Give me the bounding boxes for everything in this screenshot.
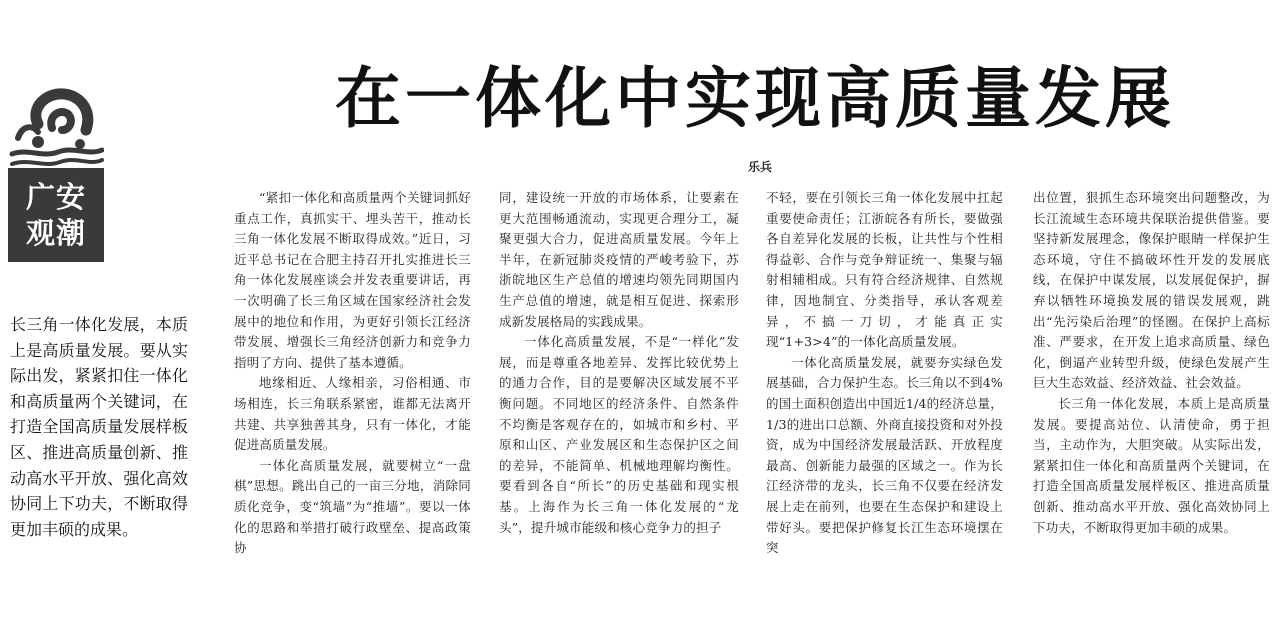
paragraph: 长三角一体化发展，本质上是高质量发展。要提高站位、认清使命，勇于担当，主动作为，大胆突破。从实际出发，紧紧扣住一体化和高质量两个关键词，在打造全国高质量发展样板区、推进高质量创新、推动高水平开放、强化高效协同上下功夫，不断取得更加丰硕的成果。 — [1033, 395, 1270, 535]
column-logo-box — [8, 168, 104, 262]
column-logo-line2: 观潮 — [25, 216, 86, 250]
paragraph: 地缘相近、人缘相亲，习俗相通、市场相连，长三角联系紧密，谁都无法离开共建、共享独善其身，只有一体化，才能促进高质量发展。 — [234, 375, 471, 453]
article-column-4 — [1033, 188, 1270, 538]
paragraph: 出位置，狠抓生态环境突出问题整改，为长江流域生态环境共保联治提供借鉴。要坚持新发展理念，像保护眼睛一样保护生态环境，守住不搞破坏性开发的发展底线，在保护中谋发展，以发展促保护，摒弃以牺牲环境换发展的错误发展观，跳出“先污染后治理”的怪圈。在保护上高标准、严要求，在开发上追求高质量、绿色化，倒逼产业转型升级，使绿色发展产生巨大生态效益、经济效益、社会效益。 — [1033, 190, 1270, 391]
article-title: 在一体化中实现高质量发展 — [335, 59, 1175, 137]
paragraph: 不轻，要在引领长三角一体化发展中扛起重要使命责任；江浙皖各有所长，要做强各自差异化发展的长板，让共性与个性相得益彰、合作与竞争辩证统一、集聚与辐射相辅相成。只有符合经济规律、自然规律，因地制宜、分类指导，承认客观差异，不搞一刀切，才能真正实现“1+3>4”的一体化高质量发展。 — [766, 190, 1003, 350]
article-summary: 长三角一体化发展，本质上是高质量发展。要从实际出发，紧紧扣住一体化和高质量两个关键词，在打造全国高质量发展样板区、推进高质量创新、推动高水平开放、强化高效协同上下功夫，不断取得更加丰硕的成果。 — [10, 315, 188, 539]
article-column-3 — [766, 188, 1003, 559]
paragraph: 同，建设统一开放的市场体系，让要素在更大范围畅通流动，实现更合理分工，凝聚更强大合力，促进高质量发展。今年上半年，在新冠肺炎疫情的严峻考验下，苏浙皖地区生产总值的增速均领先同期国内生产总值的增速，就是相互促进、探索形成新发展格局的实践成果。 — [499, 190, 739, 329]
article-column-1 — [234, 188, 471, 559]
paragraph: 一体化高质量发展，就要树立“一盘棋”思想。跳出自己的一亩三分地，消除同质化竞争，变“筑墙”为“推墙”。要以一体化的思路和举措打破行政壁垒、提高政策协 — [234, 457, 471, 556]
wave-icon — [8, 72, 104, 168]
paragraph: 一体化高质量发展，不是“一样化”发展，而是尊重各地差异、发挥比较优势上的通力合作，目的是要解决区域发展不平衡问题。不同地区的经济条件、自然条件不均衡是客观存在的，如城市和乡村、平原和山区、产业发展区和生态保护区之间的差异，不能简单、机械地理解均衡性。要看到各自“所长”的历史基础和现实根基。上海作为长三角一体化发展的“龙头”，提升城市能级和核心竞争力的担子 — [499, 334, 739, 535]
article-column-2 — [499, 188, 739, 538]
article-author: 乐兵 — [747, 160, 772, 174]
column-logo-line1: 广安 — [25, 180, 86, 214]
paragraph: “紧扣一体化和高质量两个关键词抓好重点工作，真抓实干、埋头苦干，推动长三角一体化发展不断取得成效。”近日，习近平总书记在合肥主持召开扎实推进长三角一体化发展座谈会并发表重要讲话，再一次明确了长三角区域在国家经济社会发展中的地位和作用，为更好引领长江经济带发展、增强长三角经济创新力和竞争力指明了方向、提供了基本遵循。 — [234, 190, 471, 370]
paragraph: 一体化高质量发展，就要夯实绿色发展基础，合力保护生态。长三角以不到4%的国土面积创造出中国近1/4的经济总量，1/3的进出口总额、外商直接投资和对外投资，成为中国经济发展最活跃、开放程度最高、创新能力最强的区域之一。作为长江经济带的龙头，长三角不仅要在经济发展上走在前列，也要在生态保护和建设上带好头。要把保护修复长江生态环境摆在突 — [766, 354, 1003, 556]
